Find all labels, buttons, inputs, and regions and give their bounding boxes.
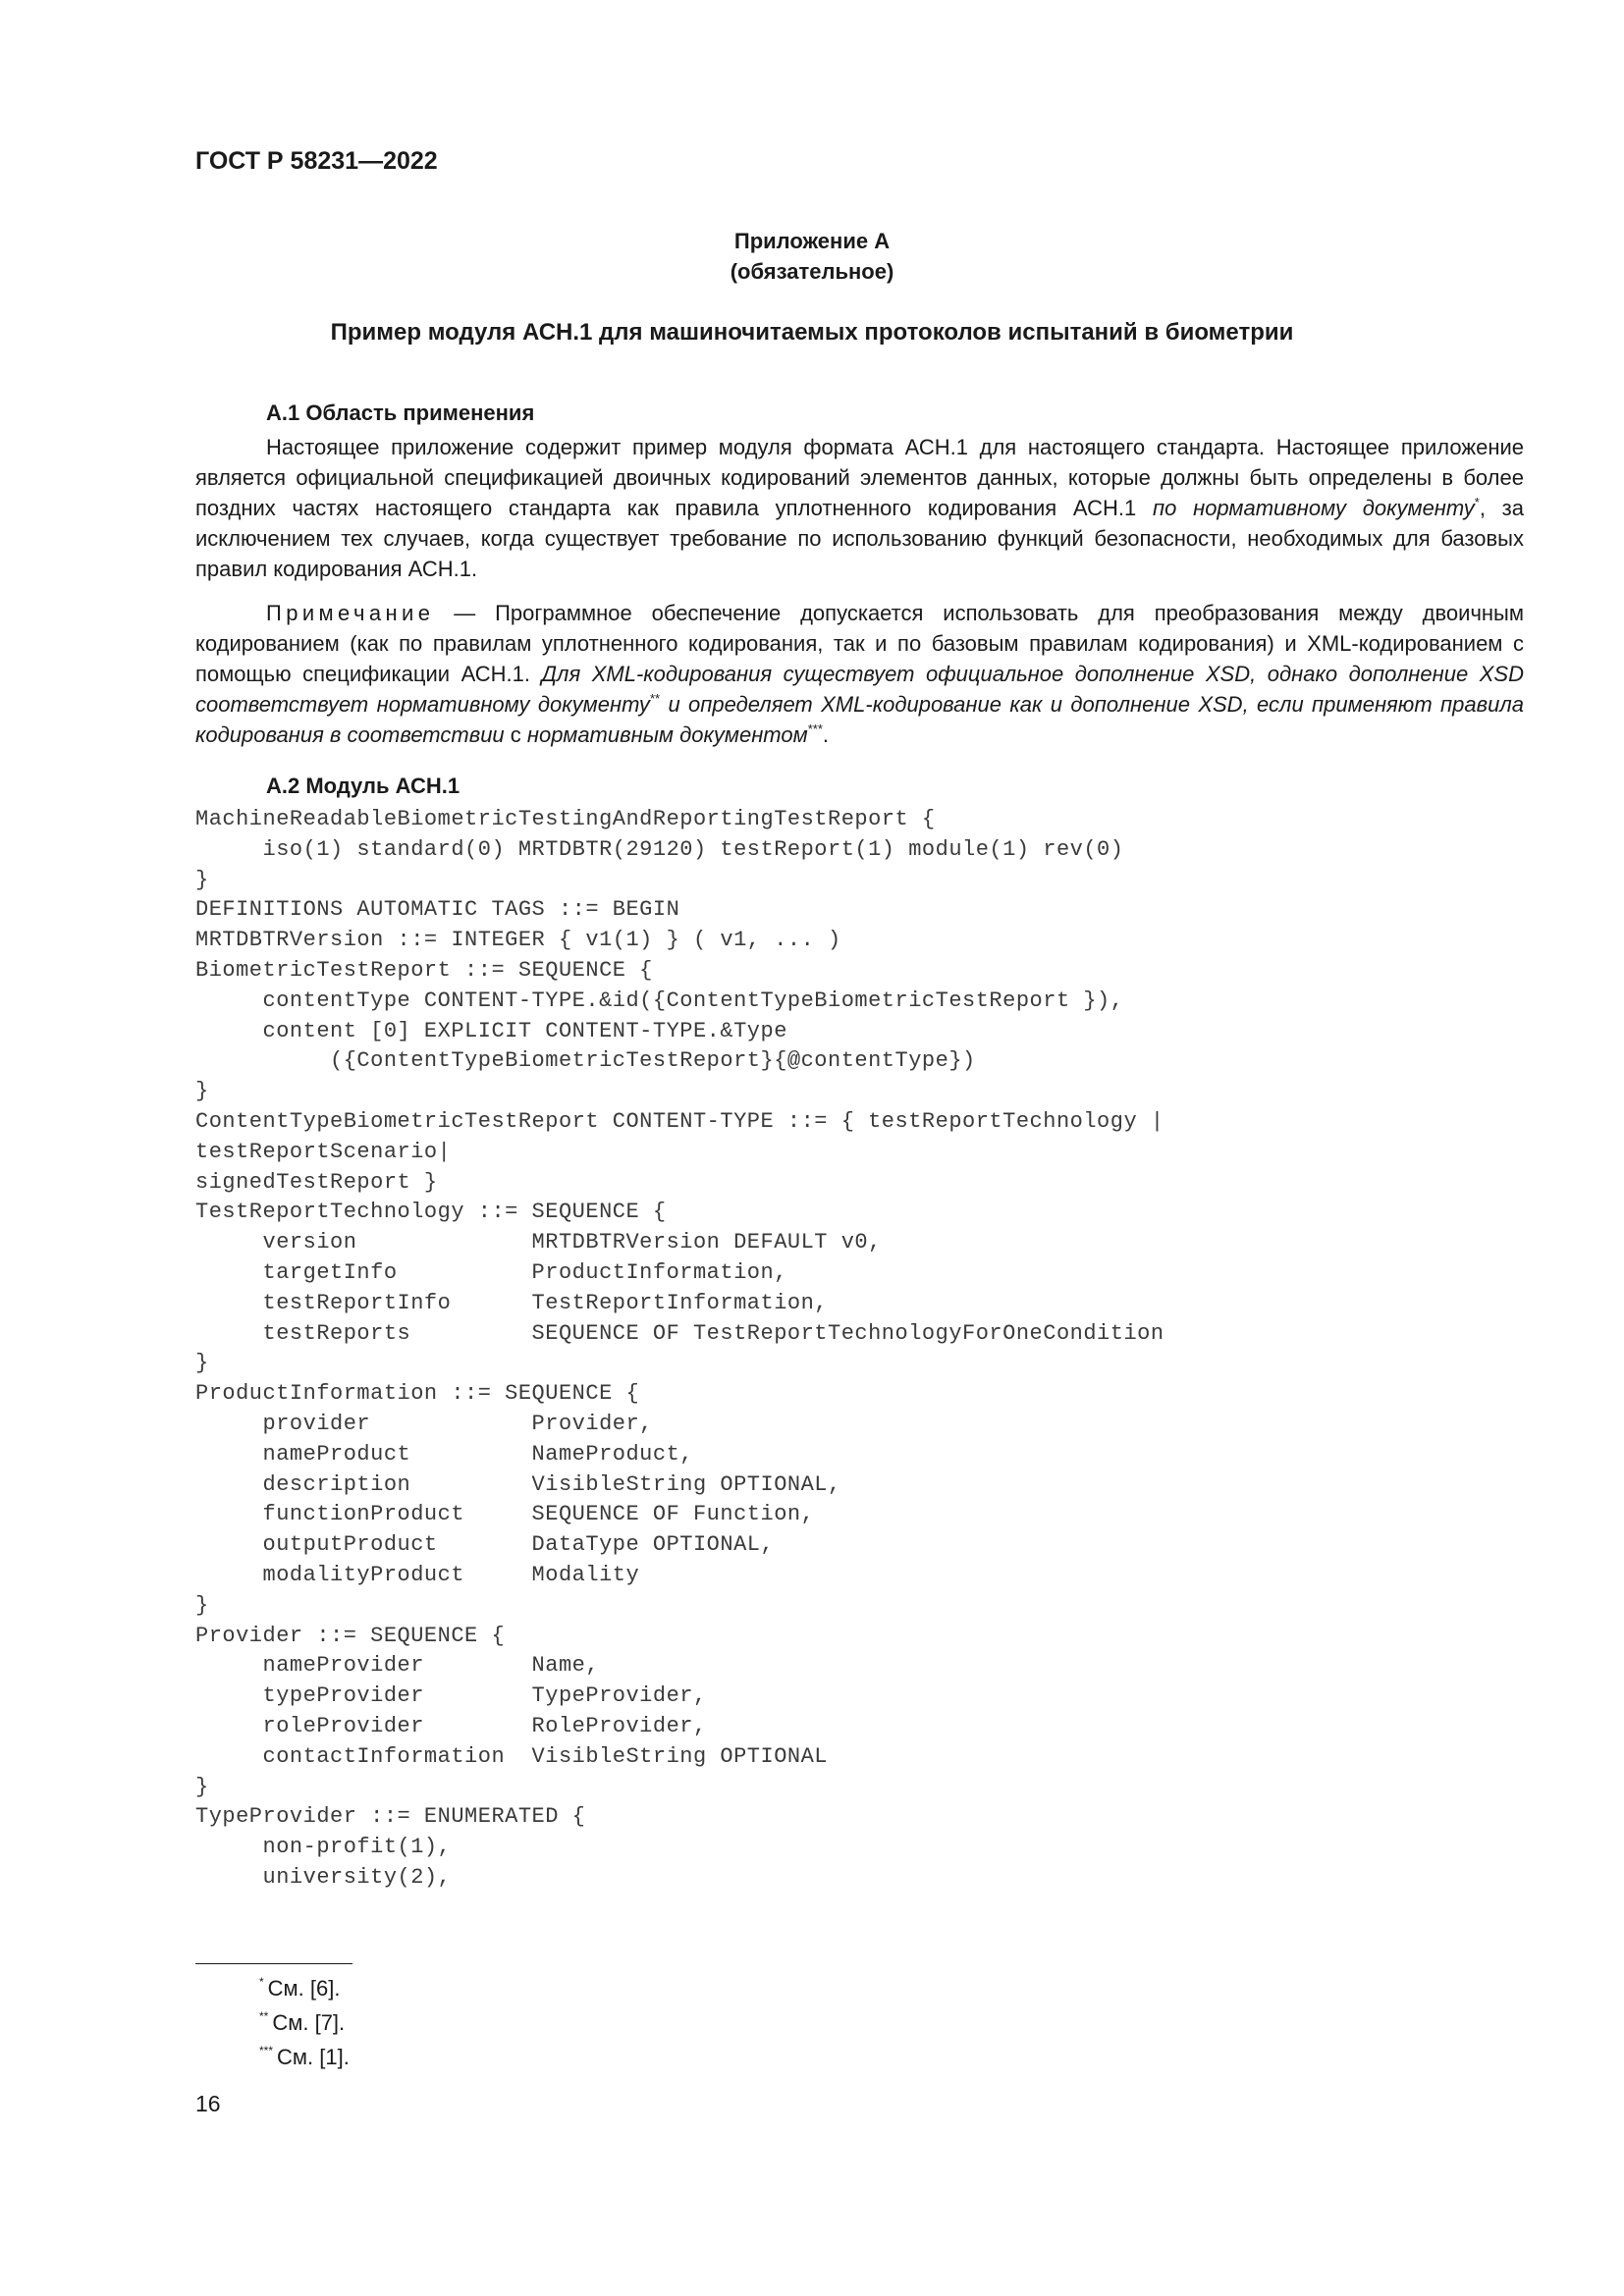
footnote-item	[259, 2005, 350, 2040]
note-label: Примечание	[266, 601, 435, 625]
code-line: ProductInformation ::= SEQUENCE {	[195, 1381, 640, 1407]
code-line: BiometricTestReport ::= SEQUENCE {	[195, 957, 653, 983]
code-line: MachineReadableBiometricTestingAndReportingTestReport {	[195, 807, 936, 831]
footnote-mark: *	[259, 1975, 264, 1989]
code-line: roleProvider RoleProvider,	[195, 1713, 707, 1738]
footnote-mark: ***	[259, 2044, 274, 2057]
code-line: ContentTypeBiometricTestReport CONTENT-TYPE ::= { testReportTechnology |	[195, 1108, 1164, 1134]
code-line: DEFINITIONS AUTOMATIC TAGS ::= BEGIN	[195, 897, 680, 923]
page-number: 16	[195, 2091, 221, 2116]
footnote-ref[interactable]: ***	[807, 721, 823, 736]
code-line: modalityProduct Modality	[195, 1562, 640, 1587]
code-line: }	[195, 1079, 209, 1104]
code-line: contactInformation VisibleString OPTIONAL	[195, 1743, 829, 1769]
code-line: }	[195, 867, 209, 892]
code-line: }	[195, 1592, 209, 1618]
footnote-text: См. [7].	[272, 2010, 346, 2035]
asn1-code-block	[195, 805, 1524, 1894]
footnote-item	[259, 2040, 350, 2074]
footnote-separator	[195, 1963, 352, 1964]
document-header: ГОСТ Р 58231—2022	[195, 147, 438, 175]
code-line: TestReportTechnology ::= SEQUENCE {	[195, 1200, 667, 1225]
code-line: content [0] EXPLICIT CONTENT-TYPE.&Type	[195, 1018, 787, 1043]
note-italic-text: Для XML-кодирования существует официальное дополнение XSD, однако дополнение XSD соответствует нормативному документу	[195, 662, 1524, 717]
footnote-item	[259, 1971, 350, 2005]
footnote-ref[interactable]: *	[1474, 495, 1480, 509]
code-line: signedTestReport }	[195, 1169, 438, 1195]
section-a2-heading: А.2 Модуль АСН.1	[266, 774, 460, 798]
code-line: MRTDBTRVersion ::= INTEGER { v1(1) } ( v1, ... )	[195, 928, 841, 953]
footnote-mark: **	[259, 2009, 269, 2023]
paragraph-text: Настоящее приложение содержит пример модуля формата АСН.1 для настоящего стандарта. Настоящее приложение является официальной спецификацией двоичных кодирований элементов данных, которые должны быть определены в более поздних частях настоящего стандарта как правила уплотненного кодирования АСН.1	[195, 435, 1524, 520]
code-line: testReportInfo TestReportInformation,	[195, 1290, 829, 1315]
footnote-text: См. [1].	[277, 2045, 350, 2069]
footnote-text: См. [6].	[267, 1976, 341, 2001]
note-text: с	[504, 722, 527, 747]
code-line: ({ContentTypeBiometricTestReport}{@contentType})	[195, 1048, 976, 1074]
paragraph-italic-text: по нормативному документу	[1153, 496, 1475, 520]
code-line: contentType CONTENT-TYPE.&id({ContentTypeBiometricTestReport }),	[195, 988, 1124, 1013]
code-line: version MRTDBTRVersion DEFAULT v0,	[195, 1230, 882, 1255]
note-italic-text: нормативным документом	[526, 722, 808, 747]
code-line: typeProvider TypeProvider,	[195, 1683, 707, 1709]
code-line: non-profit(1),	[195, 1835, 452, 1860]
code-line: }	[195, 1351, 209, 1376]
code-line: iso(1) standard(0) MRTDBTR(29120) testReport(1) module(1) rev(0)	[195, 836, 1124, 862]
appendix-label: Приложение А	[733, 229, 891, 253]
code-line: Provider ::= SEQUENCE {	[195, 1623, 506, 1648]
code-line: TypeProvider ::= ENUMERATED {	[195, 1804, 586, 1830]
code-line: university(2),	[195, 1864, 452, 1890]
code-line: nameProduct NameProduct,	[195, 1441, 693, 1467]
code-line: outputProduct DataType OPTIONAL,	[195, 1532, 775, 1558]
code-line: description VisibleString OPTIONAL,	[195, 1471, 841, 1497]
appendix-heading: Пример модуля АСН.1 для машиночитаемых протоколов испытаний в биометрии	[330, 319, 1294, 346]
code-line: targetInfo ProductInformation,	[195, 1259, 787, 1285]
appendix-title-block	[0, 226, 1624, 287]
main-content	[195, 395, 1524, 1894]
footnotes	[259, 1971, 350, 2074]
code-line: nameProvider Name,	[195, 1653, 600, 1679]
note-paragraph	[195, 598, 1524, 750]
code-line: functionProduct SEQUENCE OF Function,	[195, 1502, 815, 1527]
paragraph-text: , за исключением тех случаев, когда существует требование по использованию функций безопасности, необходимых для базовых правил кодирования АСН.1.	[195, 496, 1525, 581]
note-text: — Программное обеспечение допускается использовать для преобразования между двоичным кодированием (как по правилам уплотненного кодирования, так и по базовым правилам кодирования) и XML-кодированием с помощью спецификации АСН.1.	[195, 601, 1524, 686]
section-a1-paragraph	[195, 432, 1524, 584]
code-line: }	[195, 1774, 209, 1799]
code-line: testReports SEQUENCE OF TestReportTechnologyForOneCondition	[195, 1320, 1164, 1346]
appendix-status: (обязательное)	[730, 259, 894, 284]
footnote-ref[interactable]: **	[649, 691, 661, 706]
section-a1-heading: А.1 Область применения	[266, 400, 535, 425]
note-italic-text: и определяет XML-кодирование как и дополнение XSD, если применяют правила кодирования в соответствии	[195, 692, 1524, 747]
code-line: testReportScenario|	[195, 1139, 452, 1164]
code-line: provider Provider,	[195, 1411, 653, 1436]
note-text: .	[822, 722, 830, 747]
